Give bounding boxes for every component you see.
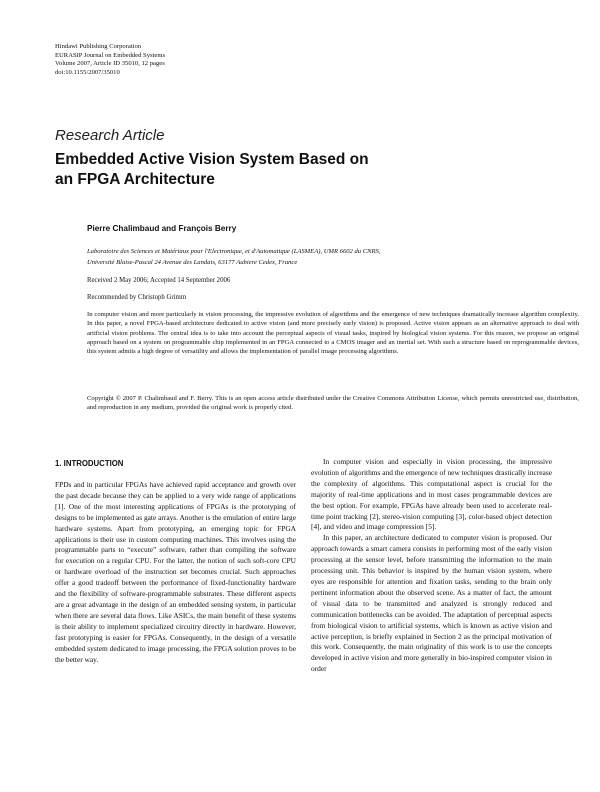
intro-paragraph-right-2: In this paper, an architecture dedicated to computer vision is proposed. Our approach towards a smart camera consists in performing most of the early vision processing at the sensor level, before transmitting the information to the main processing unit. This behavior is inspired by the human vision system, where eyes are responsible for attention and fixation tasks, sending to the brain only pertinent information about the observed scene. As a matter of fact, the amount of visual data to be transmitted and analyzed is strongly reduced and communication bottlenecks can be avoided. The adaptation of perceptual aspects from biological vision to artificial systems, which is known as active vision and active perception, is briefly explained in Section 2 as the principal motivation of this work. Consequently, the main originality of this work is to use the concepts developed in active vision and more generally in bio-inspired computer vision in order (311, 533, 552, 674)
right-column (311, 457, 552, 675)
publisher-line: Hindawi Publishing Corporation (55, 43, 142, 50)
section-heading: 1. INTRODUCTION (55, 459, 124, 468)
affiliation (87, 246, 381, 268)
affiliation-line-2: Université Blaise-Pascal 24 Avenue des Landais, 63177 Aubiere Cedex, France (87, 259, 298, 266)
affiliation-line-1: Laboratoire des Sciences et Matériaux pour l'Electronique, et d'Automatique (LASMEA), UMR 6602 du CNRS, (87, 248, 381, 255)
intro-paragraph-left: FPDs and in particular FPGAs have achieved rapid acceptance and growth over the past decade because they can be applied to a very wide range of applications [1]. One of the most interesting applications of FPGAs is the prototyping of designs to be implemented as gate arrays. Another is the emulation of entire large hardware systems. Apart from prototyping, an emerging topic for FPGA applications is their use in custom computing machines. This involves using the programmable parts to “execute” software, rather than compiling the software for execution on a regular CPU. For the latter, the notion of such soft-core CPU or hardware overload of the instruction set becomes crucial. Such approaches offer a good tradeoff between the performance of fixed-functionality hardware and the flexibility of software-programmable substrates. These different aspects are a great advantage in the design of an embedded sensing system, in particular when there are several data flows. Like ASICs, the main benefit of these systems is their ability to implement specialized circuitry directly in hardware. However, fast prototyping is easier for FPGAs. Consequently, in the design of a versatile embedded system dedicated to image processing, the FPGA solution proves to be the better way. (55, 480, 296, 664)
copyright-notice: Copyright © 2007 P. Chalimbaud and F. Berry. This is an open access article distributed under the Creative Commons Attribution License, which permits unrestricted use, distribution, and reproduction in any medium, provided the original work is properly cited. (87, 395, 579, 412)
left-column (55, 480, 296, 665)
title-line-1: Embedded Active Vision System Based on (55, 151, 369, 168)
doi-line: doi:10.1155/2007/35010 (55, 68, 120, 76)
paper-title (55, 150, 369, 190)
volume-line: Volume 2007, Article ID 35010, 12 pages (55, 60, 165, 67)
abstract: In computer vision and more particularly in vision processing, the impressive evolution of algorithms and the emergence of new techniques dramatically increase algorithm complexity. In this paper, a novel FPGA-based architecture dedicated to active vision (and more precisely early vision) is proposed. Active vision appears as an alternative approach to deal with artificial vision problems. The central idea is to take into account the perceptual aspects of visual tasks, inspired by biological vision systems. For this reason, we propose an original approach based on a system on programmable chip implemented in an FPGA connected to a CMOS imager and an inertial set. With such a structure based on reprogrammable devices, this system admits a high degree of versatility and allows the implementation of parallel image processing algorithms. (87, 311, 579, 356)
recommended-line: Recommended by Christoph Grimm (87, 294, 187, 301)
dates-line: Received 2 May 2006; Accepted 14 September 2006 (87, 277, 231, 284)
journal-header (55, 43, 165, 77)
authors: Pierre Chalimbaud and François Berry (87, 224, 237, 233)
title-line-2: an FPGA Architecture (55, 171, 215, 188)
journal-line: EURASIP Journal on Embedded Systems (55, 51, 166, 59)
intro-paragraph-right-1: In computer vision and especially in vision processing, the impressive evolution of algorithms and the emergence of new techniques drastically increase the complexity of algorithms. This computational aspect is crucial for the majority of real-time applications and in most cases programmable devices are the best option. For example, FPGAs have already been used to accelerate real-time point tracking [2], stereo-vision computing [3], color-based object detection [4], and video and image compression [5]. (311, 457, 552, 532)
article-type: Research Article (55, 127, 165, 144)
